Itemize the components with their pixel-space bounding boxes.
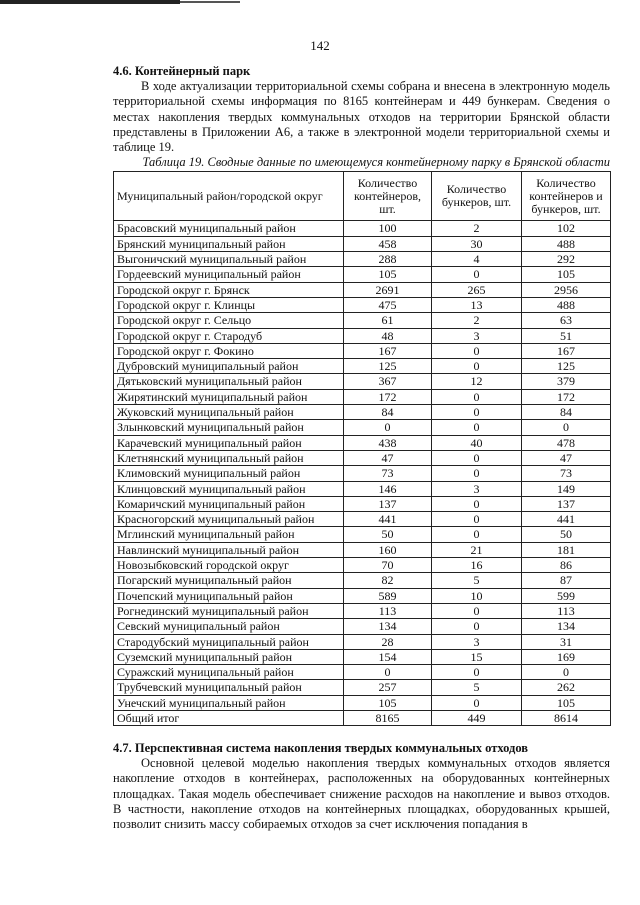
cell-containers: 0 — [344, 665, 432, 680]
cell-containers: 70 — [344, 558, 432, 573]
cell-bunkers: 0 — [432, 665, 522, 680]
cell-containers: 134 — [344, 619, 432, 634]
cell-district: Выгоничский муниципальный район — [114, 252, 344, 267]
cell-bunkers: 3 — [432, 481, 522, 496]
cell-bunkers: 15 — [432, 649, 522, 664]
cell-total: 137 — [522, 496, 611, 511]
cell-containers: 0 — [344, 420, 432, 435]
table-row — [114, 359, 611, 374]
table-caption: Таблица 19. Сводные данные по имеющемуся контейнерному парку в Брянской области — [142, 155, 610, 170]
table-row — [114, 221, 611, 236]
cell-bunkers: 0 — [432, 389, 522, 404]
page-number: 142 — [310, 38, 330, 53]
cell-total: 50 — [522, 527, 611, 542]
cell-bunkers: 2 — [432, 221, 522, 236]
table-body — [114, 221, 611, 726]
cell-bunkers: 3 — [432, 634, 522, 649]
cell-bunkers: 0 — [432, 695, 522, 710]
cell-containers: 367 — [344, 374, 432, 389]
section-heading-4-7: 4.7. Перспективная система накопления твердых коммунальных отходов — [113, 741, 529, 755]
cell-bunkers: 12 — [432, 374, 522, 389]
cell-district: Общий итог — [114, 710, 344, 725]
cell-bunkers: 0 — [432, 267, 522, 282]
cell-district: Суземский муниципальный район — [114, 649, 344, 664]
cell-containers: 61 — [344, 313, 432, 328]
cell-bunkers: 0 — [432, 450, 522, 465]
cell-bunkers: 0 — [432, 512, 522, 527]
cell-containers: 113 — [344, 603, 432, 618]
cell-district: Городской округ г. Фокино — [114, 343, 344, 358]
cell-bunkers: 0 — [432, 496, 522, 511]
cell-containers: 28 — [344, 634, 432, 649]
table-row — [114, 374, 611, 389]
top-scan-line — [0, 0, 180, 4]
header-total: Количество контейнеров и бункеров, шт. — [522, 172, 611, 221]
cell-total: 292 — [522, 252, 611, 267]
cell-total: 488 — [522, 297, 611, 312]
cell-total: 51 — [522, 328, 611, 343]
table-row — [114, 252, 611, 267]
cell-district: Жирятинский муниципальный район — [114, 389, 344, 404]
cell-bunkers: 0 — [432, 359, 522, 374]
table-row — [114, 512, 611, 527]
cell-containers: 257 — [344, 680, 432, 695]
cell-containers: 160 — [344, 542, 432, 557]
table-row — [114, 665, 611, 680]
cell-district: Почепский муниципальный район — [114, 588, 344, 603]
header-bunkers: Количество бункеров, шт. — [432, 172, 522, 221]
cell-containers: 288 — [344, 252, 432, 267]
cell-bunkers: 0 — [432, 343, 522, 358]
cell-bunkers: 5 — [432, 680, 522, 695]
cell-total: 105 — [522, 695, 611, 710]
cell-total: 167 — [522, 343, 611, 358]
cell-containers: 82 — [344, 573, 432, 588]
cell-district: Трубчевский муниципальный район — [114, 680, 344, 695]
table-row — [114, 450, 611, 465]
cell-total: 169 — [522, 649, 611, 664]
section-heading-4-6: 4.6. Контейнерный парк — [113, 64, 251, 78]
cell-containers: 589 — [344, 588, 432, 603]
table-row — [114, 313, 611, 328]
table-row — [114, 435, 611, 450]
cell-district: Городской округ г. Клинцы — [114, 297, 344, 312]
cell-district: Комаричский муниципальный район — [114, 496, 344, 511]
cell-district: Унечский муниципальный район — [114, 695, 344, 710]
cell-total: 2956 — [522, 282, 611, 297]
cell-bunkers: 0 — [432, 466, 522, 481]
cell-total: 149 — [522, 481, 611, 496]
cell-containers: 137 — [344, 496, 432, 511]
cell-bunkers: 30 — [432, 236, 522, 251]
cell-containers: 84 — [344, 405, 432, 420]
cell-bunkers: 449 — [432, 710, 522, 725]
cell-bunkers: 0 — [432, 420, 522, 435]
table-row — [114, 619, 611, 634]
cell-bunkers: 2 — [432, 313, 522, 328]
cell-total: 102 — [522, 221, 611, 236]
cell-district: Погарский муниципальный район — [114, 573, 344, 588]
cell-containers: 73 — [344, 466, 432, 481]
cell-total: 87 — [522, 573, 611, 588]
cell-district: Городской округ г. Брянск — [114, 282, 344, 297]
section-paragraph-4-6: В ходе актуализации территориальной схемы собрана и внесена в электронную модель территориальной схемы информация по 8165 контейнерам и 449 бункерам. Сведения о местах накопления твердых коммунальных отходов на территории Брянской области представлены в Приложении А6, а также в электронной модели территориальной схемы и таблице 19. — [113, 79, 610, 155]
cell-district: Суражский муниципальный район — [114, 665, 344, 680]
cell-containers: 438 — [344, 435, 432, 450]
section-4-7 — [113, 741, 610, 832]
table-row — [114, 496, 611, 511]
cell-district: Стародубский муниципальный район — [114, 634, 344, 649]
table-header-row — [114, 172, 611, 221]
cell-bunkers: 40 — [432, 435, 522, 450]
cell-total: 125 — [522, 359, 611, 374]
cell-total: 105 — [522, 267, 611, 282]
cell-total: 31 — [522, 634, 611, 649]
cell-district: Рогнединский муниципальный район — [114, 603, 344, 618]
cell-total: 181 — [522, 542, 611, 557]
cell-total: 113 — [522, 603, 611, 618]
cell-bunkers: 0 — [432, 527, 522, 542]
cell-total: 488 — [522, 236, 611, 251]
table-row — [114, 405, 611, 420]
container-table — [113, 171, 611, 726]
cell-total: 73 — [522, 466, 611, 481]
table-row — [114, 297, 611, 312]
table-row — [114, 558, 611, 573]
table-row — [114, 573, 611, 588]
cell-total: 379 — [522, 374, 611, 389]
cell-total: 0 — [522, 420, 611, 435]
table-row — [114, 328, 611, 343]
cell-bunkers: 5 — [432, 573, 522, 588]
cell-district: Клетнянский муниципальный район — [114, 450, 344, 465]
cell-total: 441 — [522, 512, 611, 527]
cell-total: 478 — [522, 435, 611, 450]
table-row — [114, 649, 611, 664]
table-total-row — [114, 710, 611, 725]
cell-district: Дубровский муниципальный район — [114, 359, 344, 374]
cell-district: Клинцовский муниципальный район — [114, 481, 344, 496]
cell-containers: 167 — [344, 343, 432, 358]
cell-total: 8614 — [522, 710, 611, 725]
cell-total: 84 — [522, 405, 611, 420]
cell-district: Новозыбковский городской округ — [114, 558, 344, 573]
cell-district: Городской округ г. Стародуб — [114, 328, 344, 343]
cell-bunkers: 4 — [432, 252, 522, 267]
section-paragraph-4-7: Основной целевой моделью накопления твердых коммунальных отходов является накопление отходов в контейнерах, расположенных на оборудованных контейнерных площадках. Такая модель обеспечивает снижение расходов на накопление и вывоз отходов. В частности, накопление отходов на контейнерных площадках, оборудованных крышей, позволит снизить массу собираемых отходов за счет исключения попадания в — [113, 756, 610, 832]
table-row — [114, 680, 611, 695]
cell-total: 86 — [522, 558, 611, 573]
table-row — [114, 527, 611, 542]
cell-district: Дятьковский муниципальный район — [114, 374, 344, 389]
table-row — [114, 343, 611, 358]
table-row — [114, 389, 611, 404]
cell-district: Мглинский муниципальный район — [114, 527, 344, 542]
table-row — [114, 603, 611, 618]
cell-containers: 458 — [344, 236, 432, 251]
cell-total: 63 — [522, 313, 611, 328]
cell-district: Навлинский муниципальный район — [114, 542, 344, 557]
cell-containers: 154 — [344, 649, 432, 664]
table-row — [114, 282, 611, 297]
cell-containers: 8165 — [344, 710, 432, 725]
cell-containers: 125 — [344, 359, 432, 374]
cell-bunkers: 21 — [432, 542, 522, 557]
cell-district: Карачевский муниципальный район — [114, 435, 344, 450]
cell-bunkers: 16 — [432, 558, 522, 573]
cell-district: Севский муниципальный район — [114, 619, 344, 634]
cell-bunkers: 3 — [432, 328, 522, 343]
cell-containers: 441 — [344, 512, 432, 527]
cell-district: Климовский муниципальный район — [114, 466, 344, 481]
table-row — [114, 236, 611, 251]
table-row — [114, 634, 611, 649]
cell-bunkers: 0 — [432, 405, 522, 420]
cell-district: Жуковский муниципальный район — [114, 405, 344, 420]
header-containers: Количество контейнеров, шт. — [344, 172, 432, 221]
table-row — [114, 542, 611, 557]
cell-containers: 100 — [344, 221, 432, 236]
header-district: Муниципальный район/городской округ — [114, 172, 344, 221]
section-4-6 — [113, 64, 610, 726]
cell-district: Городской округ г. Сельцо — [114, 313, 344, 328]
cell-containers: 105 — [344, 267, 432, 282]
cell-containers: 50 — [344, 527, 432, 542]
cell-total: 599 — [522, 588, 611, 603]
cell-containers: 47 — [344, 450, 432, 465]
cell-district: Брянский муниципальный район — [114, 236, 344, 251]
cell-district: Злынковский муниципальный район — [114, 420, 344, 435]
table-row — [114, 481, 611, 496]
table-row — [114, 588, 611, 603]
cell-containers: 105 — [344, 695, 432, 710]
table-row — [114, 466, 611, 481]
cell-containers: 2691 — [344, 282, 432, 297]
cell-containers: 48 — [344, 328, 432, 343]
top-scan-line-thin — [180, 1, 240, 3]
cell-containers: 146 — [344, 481, 432, 496]
cell-total: 172 — [522, 389, 611, 404]
cell-bunkers: 0 — [432, 619, 522, 634]
cell-total: 262 — [522, 680, 611, 695]
table-row — [114, 420, 611, 435]
cell-total: 47 — [522, 450, 611, 465]
cell-bunkers: 10 — [432, 588, 522, 603]
table-row — [114, 695, 611, 710]
cell-district: Красногорский муниципальный район — [114, 512, 344, 527]
cell-bunkers: 265 — [432, 282, 522, 297]
cell-containers: 172 — [344, 389, 432, 404]
cell-district: Гордеевский муниципальный район — [114, 267, 344, 282]
cell-total: 134 — [522, 619, 611, 634]
cell-total: 0 — [522, 665, 611, 680]
cell-district: Брасовский муниципальный район — [114, 221, 344, 236]
cell-containers: 475 — [344, 297, 432, 312]
cell-bunkers: 13 — [432, 297, 522, 312]
table-row — [114, 267, 611, 282]
cell-bunkers: 0 — [432, 603, 522, 618]
